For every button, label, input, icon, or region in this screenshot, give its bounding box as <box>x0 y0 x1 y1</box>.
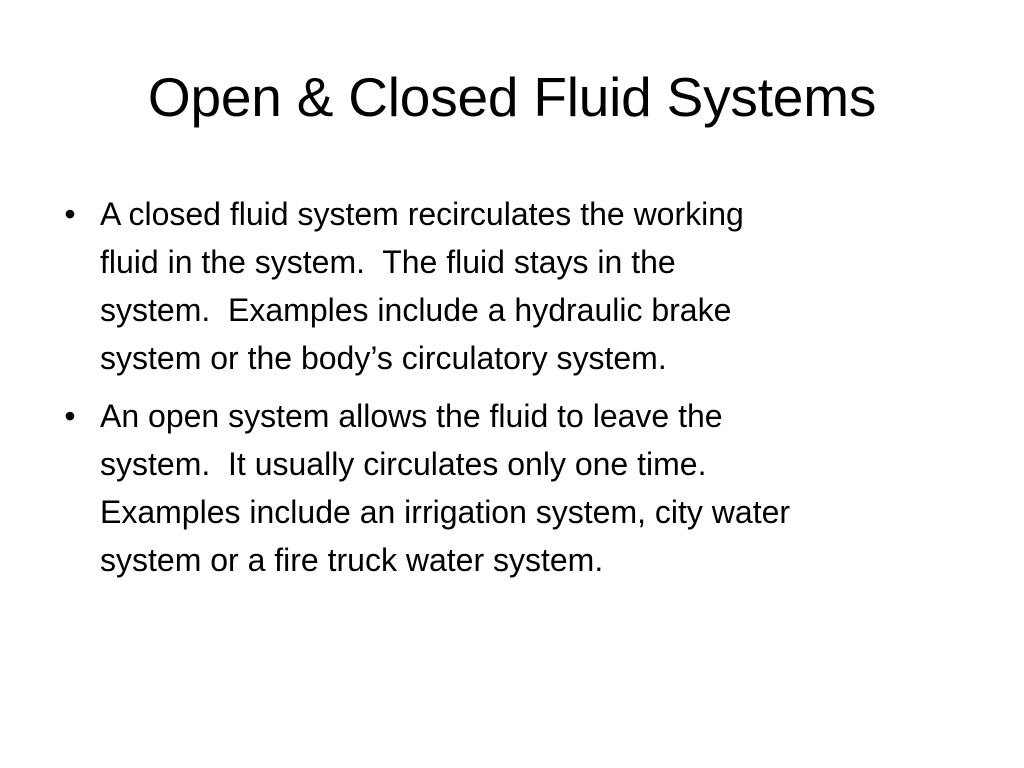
bullet-text-line: system or the body’s circulatory system. <box>100 340 667 376</box>
bullet-text-line: fluid in the system. The fluid stays in the <box>100 244 676 280</box>
bullet-item-open-system <box>58 392 978 584</box>
bullet-text-line: Examples include an irrigation system, city water <box>100 494 791 530</box>
bullet-text-line: system or a fire truck water system. <box>100 542 604 578</box>
bullet-text-line: system. It usually circulates only one time. <box>100 446 707 482</box>
bullet-icon: • <box>64 196 76 232</box>
slide-title: Open & Closed Fluid Systems <box>147 66 877 128</box>
bullet-item-closed-system <box>58 190 978 382</box>
bullet-list <box>58 190 978 594</box>
bullet-text-line: system. Examples include a hydraulic brake <box>100 292 732 328</box>
bullet-text-line: An open system allows the fluid to leave the <box>100 398 723 434</box>
bullet-icon: • <box>64 398 76 434</box>
bullet-text-line: A closed fluid system recirculates the working <box>100 196 744 232</box>
